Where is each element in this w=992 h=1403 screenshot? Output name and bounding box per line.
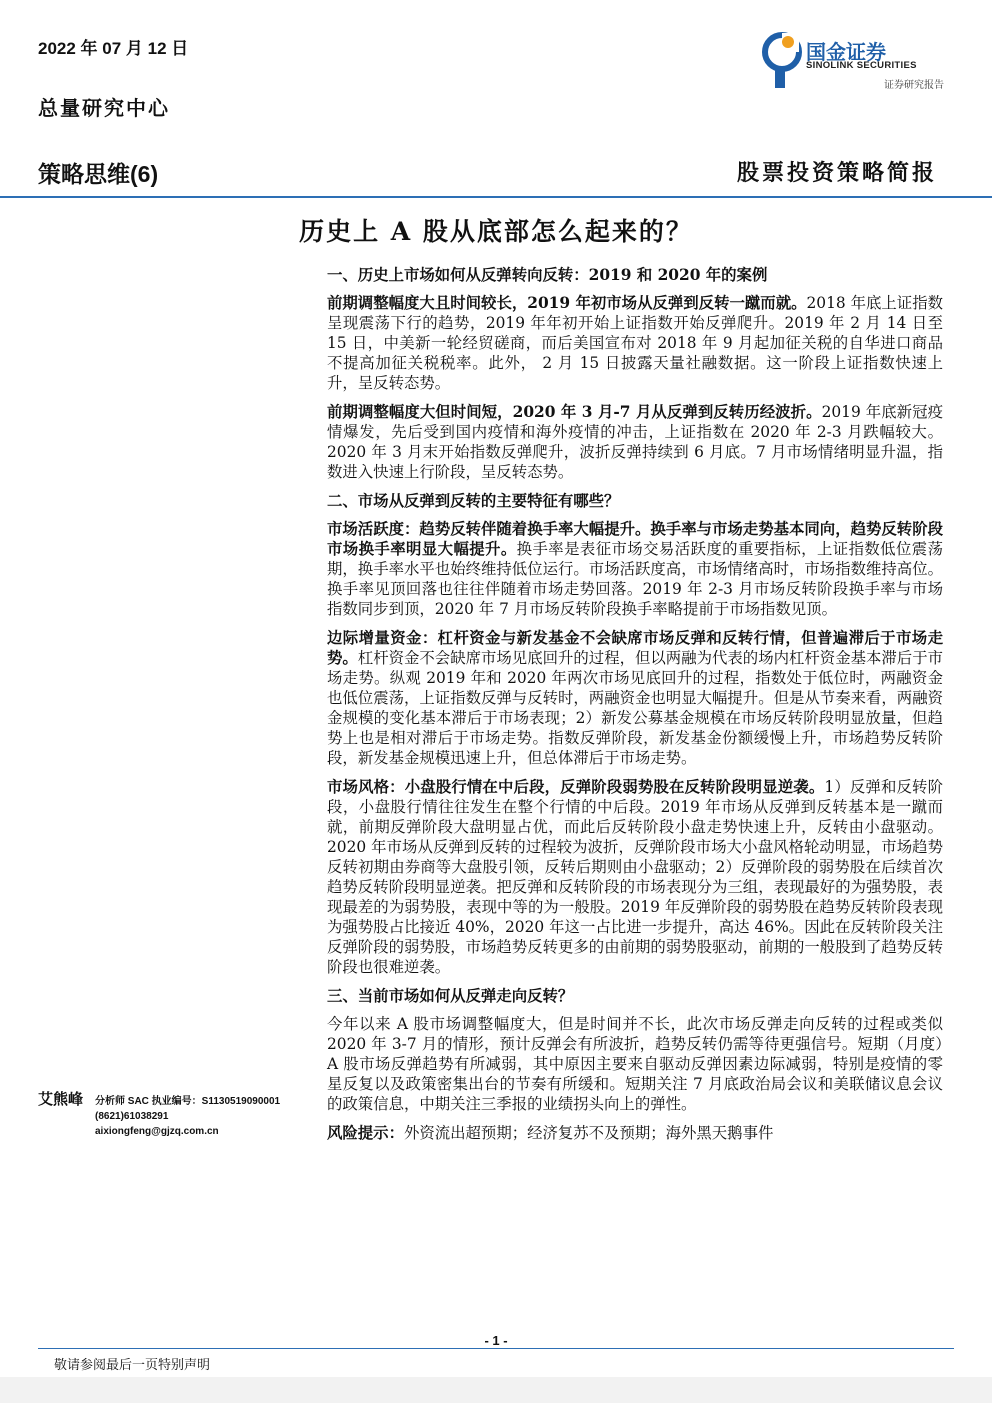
paragraph-body: 2018 年底上证指数呈现震荡下行的趋势，2019 年年初开始上证指数开始反弹爬升。2019 年 2 月 14 日至 15 日，中美新一轮经贸磋商，而后美国宣布对 2018 年 9 月起加征关税的自华进口商品不提高加征关税税率。此外， 2 月 15 日披露天量社融数据。这一阶段上证指数快速上升，呈反转态势。: [327, 294, 943, 392]
paragraph-body: 2019 年底新冠疫情爆发，先后受到国内疫情和海外疫情的冲击，上证指数在 2020 年 2-3 月跌幅较大。2020 年 3 月末开始指数反弹爬升，波折反弹持续到 6 月底。7 月市场情绪明显升温，指数进入快速上行阶段，呈反转态势。: [327, 403, 944, 481]
footer-rule: [38, 1348, 954, 1349]
paragraph-lead: 边际增量资金：杠杆资金与新发基金不会缺席市场反弹和反转行情，但普遍滞后于市场走势。: [327, 629, 943, 667]
section-heading-1: 一、历史上市场如何从反弹转向反转：2019 和 2020 年的案例: [327, 266, 768, 284]
report-date: 2022 年 07 月 12 日: [38, 39, 189, 58]
report-title: 历史上 A 股从底部怎么起来的？: [299, 217, 693, 246]
paragraph: 今年以来 A 股市场调整幅度大，但是时间并不长，此次市场反弹走向反转的过程或类似 2020 年 3-7 月的情形，预计反弹会有所波折，趋势反转仍需等待更强信号。短期（月度）A 股市场反弹趋势有所减弱，其中原因主要来自驱动反弹因素边际减弱，特别是疫情的零星反复以及政策密集出台的节奏有所缓和。短期关注 7 月底政治局会议和美联储议息会议的政策信息，中期关注三季报的业绩拐头向上的弹性。: [327, 1015, 943, 1113]
paragraph: [327, 293, 943, 393]
footer-disclaimer: 敬请参阅最后一页特别声明: [54, 1358, 211, 1373]
paragraph: [327, 628, 943, 768]
paragraph: [327, 777, 943, 977]
risk-note: [327, 1123, 943, 1143]
analyst-block: [38, 1088, 83, 1109]
paragraph-body: 杠杆资金不会缺席市场见底回升的过程，但以两融为代表的场内杠杆资金基本滞后于市场走势。纵观 2019 年和 2020 年两次市场见底回升的过程，指数处于低位时，两融资金也低位震荡，上证指数反弹与反转时，两融资金也明显大幅提升。但是从节奏来看，两融资金规模的变化基本滞后于市场表现；2）新发公募基金规模在市场反转阶段明显放量，但趋势上也是相对滞后于市场走势。指数反弹阶段，新发基金份额缓慢上升，市场趋势反转阶段，新发基金规模迅速上升，但总体滞后于市场走势。: [327, 649, 943, 767]
paragraph-lead: 市场活跃度：趋势反转伴随着换手率大幅提升。换手率与市场走势基本同向，趋势反转阶段市场换手率明显大幅提升。: [327, 520, 943, 558]
page-bottom-band: [0, 1377, 992, 1403]
analyst-name: 艾熊峰: [38, 1090, 84, 1108]
paragraph-lead: 市场风格：小盘股行情在中后段，反弹阶段弱势股在反转阶段明显逆袭。: [327, 778, 825, 796]
risk-label: 风险提示：: [327, 1124, 404, 1142]
paragraph-lead: 前期调整幅度大且时间较长，2019 年初市场从反弹到反转一蹴而就。: [327, 294, 807, 312]
main-content: [327, 265, 943, 1152]
logo-text-en: SINOLINK SECURITIES: [806, 60, 917, 71]
department-label: 总量研究中心: [38, 96, 170, 120]
analyst-info: [95, 1094, 280, 1139]
paragraph: [327, 519, 943, 619]
section-heading-2: 二、市场从反弹到反转的主要特征有哪些？: [327, 492, 620, 510]
report-type: 股票投资策略简报: [736, 160, 937, 186]
analyst-email[interactable]: aixiongfeng@gjzq.com.cn: [95, 1126, 219, 1137]
analyst-sac: 分析师 SAC 执业编号：S1130519090001: [95, 1096, 281, 1107]
header-rule: [0, 196, 992, 198]
section-heading-3: 三、当前市场如何从反弹走向反转？: [327, 987, 574, 1005]
analyst-phone: (8621)61038291: [95, 1111, 169, 1122]
logo-text-cn: 国金证券: [806, 42, 886, 64]
paragraph-body: 1）反弹和反转阶段，小盘股行情往往发生在整个行情的中后段。2019 年市场从反弹到反转基本是一蹴而就，前期反弹阶段大盘明显占优，而此后反转阶段小盘走势快速上升，反转由小盘驱动。2020 年市场从反弹到反转的过程较为波折，反弹阶段市场大小盘风格轮动明显，市场趋势反转初期由券商等大盘股引领，反转后期则由小盘驱动；2）反弹阶段的弱势股在后续首次趋势反转阶段明显逆袭。把反弹和反转阶段的市场表现分为三组，表现最好的为强势股，表现最差的为弱势股，表现中等的为一般股。2019 年反弹阶段的弱势股在趋势反转阶段表现为强势股占比接近 40%，2020 年这一占比进一步提升，高达 46%。因此在反转阶段关注反弹阶段的弱势股，市场趋势反转更多的由前期的弱势股驱动，前期的一般股到了趋势反转阶段也很难逆袭。: [327, 778, 943, 976]
series-title: 策略思维(6): [38, 161, 159, 187]
risk-text: 外资流出超预期；经济复苏不及预期；海外黑天鹅事件: [403, 1124, 774, 1142]
paragraph-lead: 前期调整幅度大但时间短，2020 年 3 月-7 月从反弹到反转历经波折。: [327, 403, 822, 421]
logo-tagline: 证券研究报告: [884, 80, 944, 91]
page-number: - 1 -: [484, 1333, 508, 1348]
paragraph-body: 换手率是表征市场交易活跃度的重要指标，上证指数低位震荡期，换手率水平也始终维持低位运行。市场活跃度高，市场情绪高时，市场指数维持高位。换手率见顶回落也往往伴随着市场走势回落。2019 年 2-3 月市场反转阶段换手率与市场指数同步到顶，2020 年 7 月市场反转阶段换手率略提前于市场指数见顶。: [327, 540, 943, 618]
paragraph: [327, 402, 943, 482]
